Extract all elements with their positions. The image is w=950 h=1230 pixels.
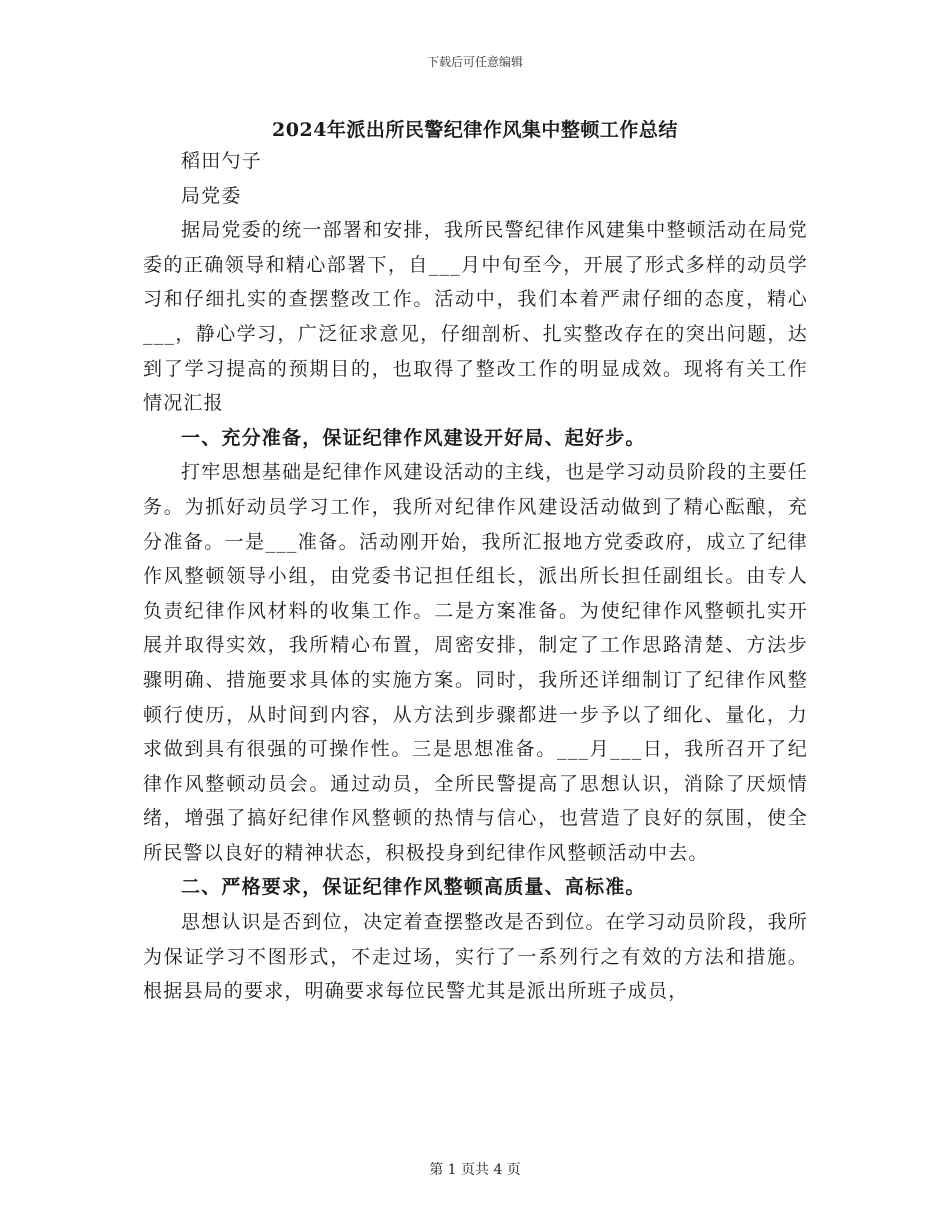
section-2-paragraph: 思想认识是否到位，决定着查摆整改是否到位。在学习动员阶段，我所为保证学习不图形式，不走过场，实行了一系列行之有效的方法和措施。根据县局的要求，明确要求每位民警尤其是派出所班子成员， [143, 911, 808, 1003]
author-line: 稻田勺子 [181, 150, 262, 172]
document-body [143, 144, 808, 1009]
section-heading-2: 二、严格要求，保证纪律作风整顿高质量、高标准。 [181, 876, 646, 899]
document-title: 2024年派出所民警纪律作风集中整顿工作总结 [272, 119, 678, 141]
recipient-line: 局党委 [181, 184, 242, 207]
page-header-note: 下载后可任意编辑 [426, 55, 523, 69]
section-heading-1: 一、充分准备，保证纪律作风建设开好局、起好步。 [181, 426, 646, 449]
page-number: 第 1 页共 4 页 [429, 1162, 521, 1178]
section-1-paragraph: 打牢思想基础是纪律作风建设活动的主线，也是学习动员阶段的主要任务。为抓好动员学习工作，我所对纪律作风建设活动做到了精心酝酿，充分准备。一是___准备。活动刚开始，我所汇报地方党委政府，成立了纪律作风整顿领导小组，由党委书记担任组长，派出所长担任副组长。由专人负责纪律作风材料的收集工作。二是方案准备。为使纪律作风整顿扎实开展并取得实效，我所精心布置，周密安排，制定了工作思路清楚、方法步骤明确、措施要求具体的实施方案。同时，我所还详细制订了纪律作风整顿行使历，从时间到内容，从方法到步骤都进一步予以了细化、量化，力求做到具有很强的可操作性。三是思想准备。___月___日，我所召开了纪律作风整顿动员会。通过动员，全所民警提高了思想认识，消除了厌烦情绪，增强了搞好纪律作风整顿的热情与信心，也营造了良好的氛围，使全所民警以良好的精神状态，积极投身到纪律作风整顿活动中去。 [143, 461, 808, 864]
intro-paragraph: 据局党委的统一部署和安排，我所民警纪律作风建集中整顿活动在局党委的正确领导和精心部署下，自___月中旬至今，开展了形式多样的动员学习和仔细扎实的查摆整改工作。活动中，我们本着严肃仔细的态度，精心___，静心学习，广泛征求意见，仔细剖析、扎实整改存在的突出问题，达到了学习提高的预期目的，也取得了整改工作的明显成效。现将有关工作情况汇报 [143, 219, 808, 415]
